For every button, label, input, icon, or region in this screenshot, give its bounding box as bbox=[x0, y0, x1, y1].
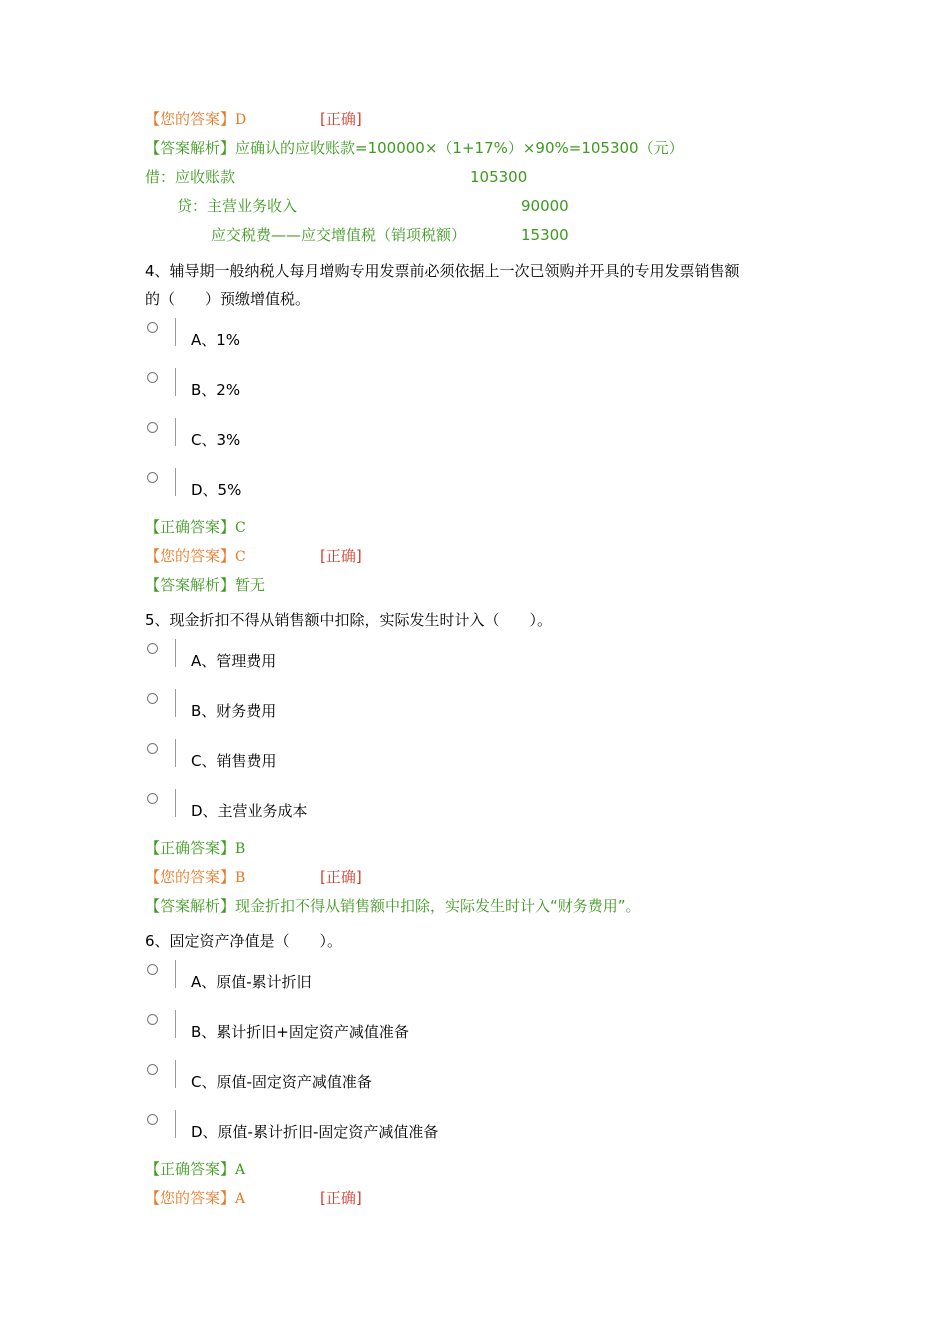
radio-button[interactable] bbox=[147, 322, 158, 333]
option-divider bbox=[175, 1010, 176, 1038]
q5-stem-line1: 5、现金折扣不得从销售额中扣除，实际发生时计入（ ）。 bbox=[145, 611, 553, 629]
analysis-label: 【答案解析】 bbox=[145, 576, 236, 594]
q5-option-b[interactable] bbox=[145, 689, 545, 729]
q5-option-a[interactable] bbox=[145, 639, 545, 679]
journal-credit2-label: 应交税费——应交增值税（销项税额） bbox=[211, 226, 467, 244]
option-divider bbox=[175, 739, 176, 767]
journal-debit-amount: 105300 bbox=[470, 168, 528, 186]
option-divider bbox=[175, 960, 176, 988]
option-label: C、销售费用 bbox=[191, 752, 277, 770]
option-label: A、管理费用 bbox=[191, 652, 277, 670]
analysis-label: 【答案解析】 bbox=[145, 139, 236, 157]
option-divider bbox=[175, 789, 176, 817]
q4-stem-line1: 4、辅导期一般纳税人每月增购专用发票前必须依据上一次已领购并开具的专用发票销售额 bbox=[145, 262, 740, 280]
q3-analysis-row bbox=[145, 136, 684, 160]
option-label: B、2% bbox=[191, 381, 241, 399]
journal-credit2-row bbox=[211, 223, 911, 247]
radio-button[interactable] bbox=[147, 472, 158, 483]
correct-answer-value: A bbox=[235, 1162, 246, 1178]
analysis-text: 现金折扣不得从销售额中扣除，实际发生时计入“财务费用”。 bbox=[235, 897, 641, 915]
radio-button[interactable] bbox=[147, 643, 158, 654]
correct-answer-label: 【正确答案】 bbox=[145, 1160, 236, 1178]
q5-stem bbox=[145, 606, 825, 634]
analysis-text: 应确认的应收账款=100000×（1+17%）×90%=105300（元） bbox=[235, 139, 684, 157]
q5-analysis-row bbox=[145, 894, 641, 918]
q6-option-a[interactable] bbox=[145, 960, 545, 1000]
option-label: D、5% bbox=[191, 481, 242, 499]
option-label: B、累计折旧+固定资产减值准备 bbox=[191, 1023, 409, 1041]
your-answer-label: 【您的答案】 bbox=[145, 547, 236, 565]
q6-option-d[interactable] bbox=[145, 1110, 545, 1150]
your-answer-value: B bbox=[235, 870, 246, 886]
answer-status: [正确] bbox=[320, 1189, 362, 1207]
option-divider bbox=[175, 689, 176, 717]
option-divider bbox=[175, 1110, 176, 1138]
q5-option-d[interactable] bbox=[145, 789, 545, 829]
q4-stem-line2: 的（ ）预缴增值税。 bbox=[145, 290, 311, 308]
answer-status: [正确] bbox=[320, 547, 362, 565]
q4-your-answer-row bbox=[145, 544, 362, 568]
journal-debit-row bbox=[145, 165, 845, 189]
option-label: A、原值-累计折旧 bbox=[191, 973, 312, 991]
option-divider bbox=[175, 1060, 176, 1088]
option-divider bbox=[175, 418, 176, 446]
q6-option-b[interactable] bbox=[145, 1010, 545, 1050]
radio-button[interactable] bbox=[147, 743, 158, 754]
q5-option-c[interactable] bbox=[145, 739, 545, 779]
answer-status: [正确] bbox=[320, 110, 362, 128]
option-divider bbox=[175, 639, 176, 667]
radio-button[interactable] bbox=[147, 693, 158, 704]
radio-button[interactable] bbox=[147, 1114, 158, 1125]
option-label: C、3% bbox=[191, 431, 241, 449]
option-divider bbox=[175, 468, 176, 496]
correct-answer-label: 【正确答案】 bbox=[145, 839, 236, 857]
radio-button[interactable] bbox=[147, 964, 158, 975]
q5-your-answer-row bbox=[145, 865, 362, 889]
option-divider bbox=[175, 368, 176, 396]
journal-debit-label: 借：应收账款 bbox=[145, 168, 236, 186]
q4-analysis-row bbox=[145, 573, 265, 597]
journal-credit-amount: 90000 bbox=[521, 197, 569, 215]
radio-button[interactable] bbox=[147, 372, 158, 383]
your-answer-value: A bbox=[235, 1191, 246, 1207]
option-divider bbox=[175, 318, 176, 346]
radio-button[interactable] bbox=[147, 1014, 158, 1025]
journal-credit2-amount: 15300 bbox=[521, 226, 569, 244]
journal-credit-row bbox=[177, 194, 877, 218]
correct-answer-value: C bbox=[235, 520, 246, 536]
your-answer-label: 【您的答案】 bbox=[145, 110, 236, 128]
q6-your-answer-row bbox=[145, 1186, 362, 1210]
q4-correct-answer-row bbox=[145, 515, 246, 539]
q3-your-answer-row bbox=[145, 107, 362, 131]
q4-option-d[interactable] bbox=[145, 468, 545, 508]
q6-stem-line1: 6、固定资产净值是（ ）。 bbox=[145, 932, 343, 950]
radio-button[interactable] bbox=[147, 1064, 158, 1075]
journal-credit-label: 贷：主营业务收入 bbox=[177, 197, 298, 215]
radio-button[interactable] bbox=[147, 793, 158, 804]
correct-answer-value: B bbox=[235, 841, 246, 857]
analysis-label: 【答案解析】 bbox=[145, 897, 236, 915]
correct-answer-label: 【正确答案】 bbox=[145, 518, 236, 536]
radio-button[interactable] bbox=[147, 422, 158, 433]
q5-correct-answer-row bbox=[145, 836, 245, 860]
q6-stem bbox=[145, 927, 825, 955]
q6-option-c[interactable] bbox=[145, 1060, 545, 1100]
your-answer-label: 【您的答案】 bbox=[145, 868, 236, 886]
q4-option-b[interactable] bbox=[145, 368, 545, 408]
answer-status: [正确] bbox=[320, 868, 362, 886]
q4-stem bbox=[145, 257, 825, 313]
your-answer-label: 【您的答案】 bbox=[145, 1189, 236, 1207]
option-label: C、原值-固定资产减值准备 bbox=[191, 1073, 372, 1091]
option-label: A、1% bbox=[191, 331, 241, 349]
analysis-text: 暂无 bbox=[235, 576, 266, 594]
your-answer-value: D bbox=[235, 112, 247, 128]
option-label: D、主营业务成本 bbox=[191, 802, 308, 820]
option-label: D、原值-累计折旧-固定资产减值准备 bbox=[191, 1123, 439, 1141]
your-answer-value: C bbox=[235, 549, 246, 565]
q6-correct-answer-row bbox=[145, 1157, 245, 1181]
q4-option-a[interactable] bbox=[145, 318, 545, 358]
option-label: B、财务费用 bbox=[191, 702, 277, 720]
q4-option-c[interactable] bbox=[145, 418, 545, 458]
